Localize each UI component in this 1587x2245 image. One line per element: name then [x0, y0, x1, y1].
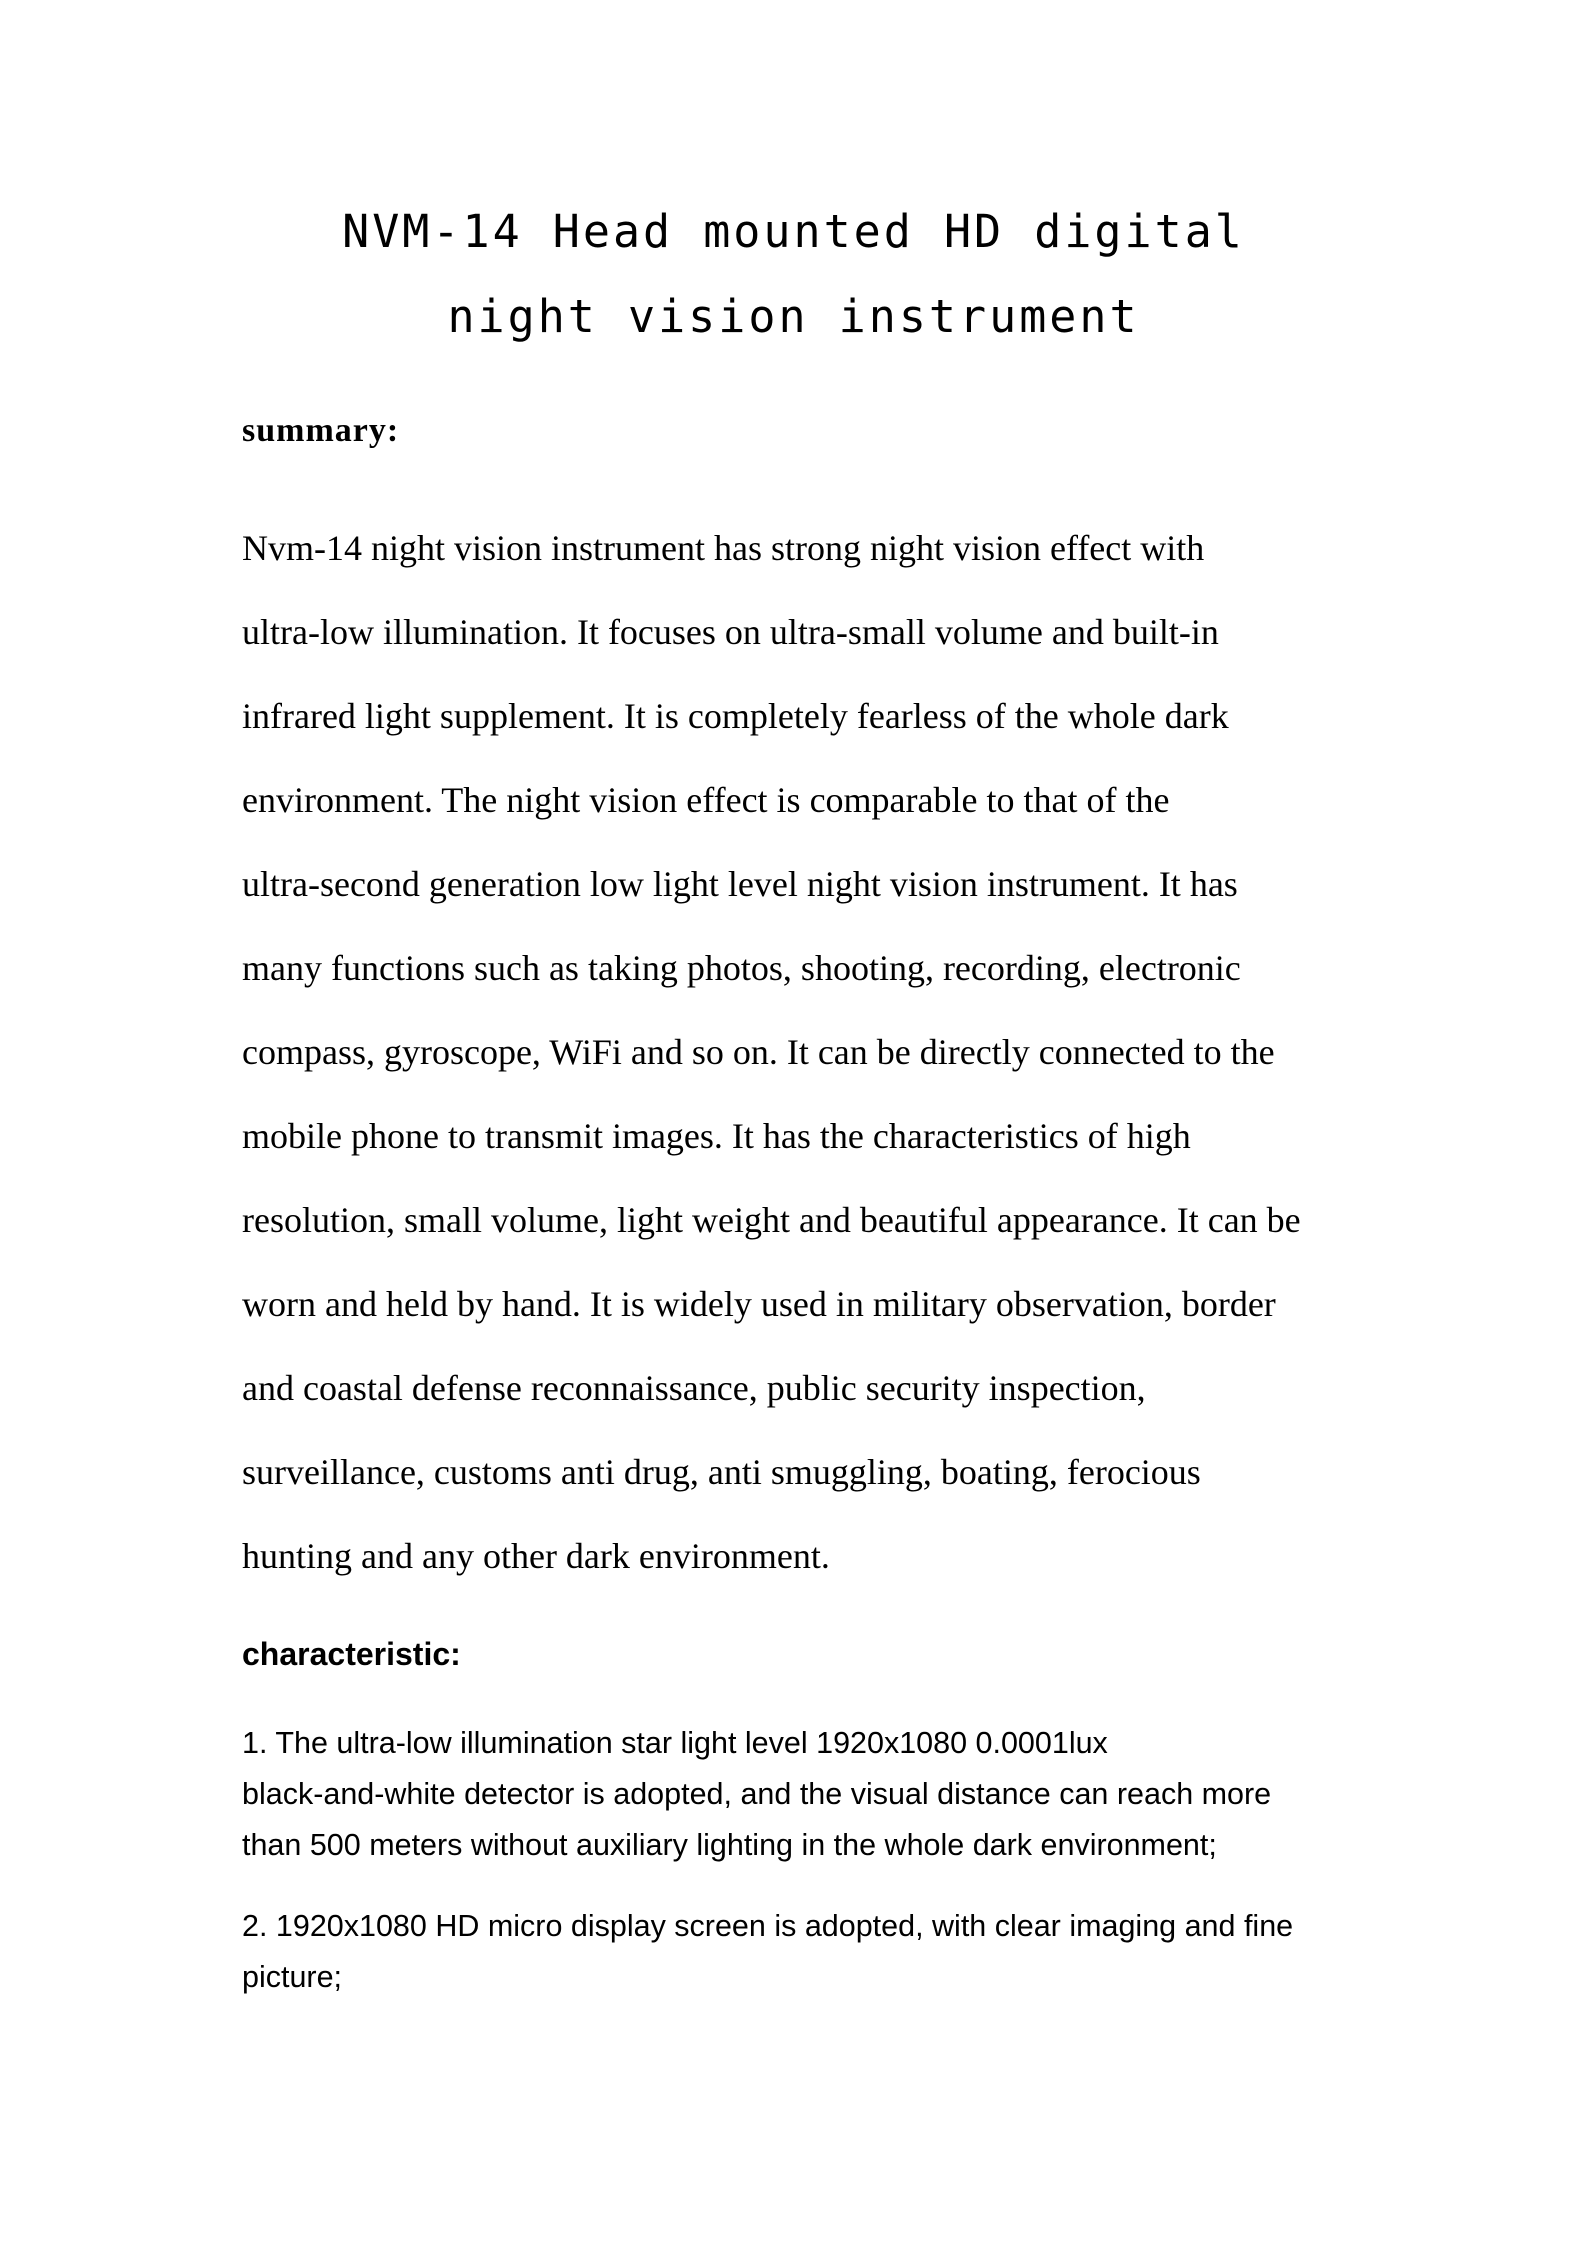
- summary-line: surveillance, customs anti drug, anti smuggling, boating, ferocious: [242, 1452, 1201, 1492]
- characteristic-item-2: [242, 1901, 1382, 2003]
- summary-heading: summary:: [242, 412, 400, 449]
- summary-line: compass, gyroscope, WiFi and so on. It can be directly connected to the: [242, 1032, 1275, 1072]
- characteristic-heading: characteristic:: [242, 1636, 461, 1672]
- document-title-line-2: night vision instrument: [447, 290, 1140, 343]
- summary-line: mobile phone to transmit images. It has the characteristics of high: [242, 1116, 1191, 1156]
- summary-line: ultra-low illumination. It focuses on ultra-small volume and built-in: [242, 612, 1219, 652]
- summary-line: environment. The night vision effect is comparable to that of the: [242, 780, 1170, 820]
- characteristic-line: 1. The ultra-low illumination star light level 1920x1080 0.0001lux: [242, 1726, 1108, 1760]
- summary-line: resolution, small volume, light weight and beautiful appearance. It can be: [242, 1200, 1301, 1240]
- summary-line: worn and held by hand. It is widely used in military observation, border: [242, 1284, 1276, 1324]
- document-title-line-1: NVM-14 Head mounted HD digital: [342, 205, 1245, 258]
- characteristic-line: black-and-white detector is adopted, and the visual distance can reach more: [242, 1777, 1272, 1811]
- characteristic-line: picture;: [242, 1960, 343, 1994]
- summary-line: hunting and any other dark environment.: [242, 1536, 830, 1576]
- summary-line: and coastal defense reconnaissance, public security inspection,: [242, 1368, 1146, 1408]
- summary-paragraph: [242, 518, 1362, 1610]
- characteristic-item-1: [242, 1718, 1382, 1871]
- summary-line: Nvm-14 night vision instrument has strong night vision effect with: [242, 528, 1205, 568]
- characteristic-line: 2. 1920x1080 HD micro display screen is adopted, with clear imaging and fine: [242, 1909, 1294, 1943]
- summary-line: ultra-second generation low light level night vision instrument. It has: [242, 864, 1238, 904]
- summary-line: infrared light supplement. It is completely fearless of the whole dark: [242, 696, 1229, 736]
- characteristic-list: [242, 1718, 1382, 2033]
- characteristic-line: than 500 meters without auxiliary lighting in the whole dark environment;: [242, 1828, 1217, 1862]
- summary-line: many functions such as taking photos, shooting, recording, electronic: [242, 948, 1241, 988]
